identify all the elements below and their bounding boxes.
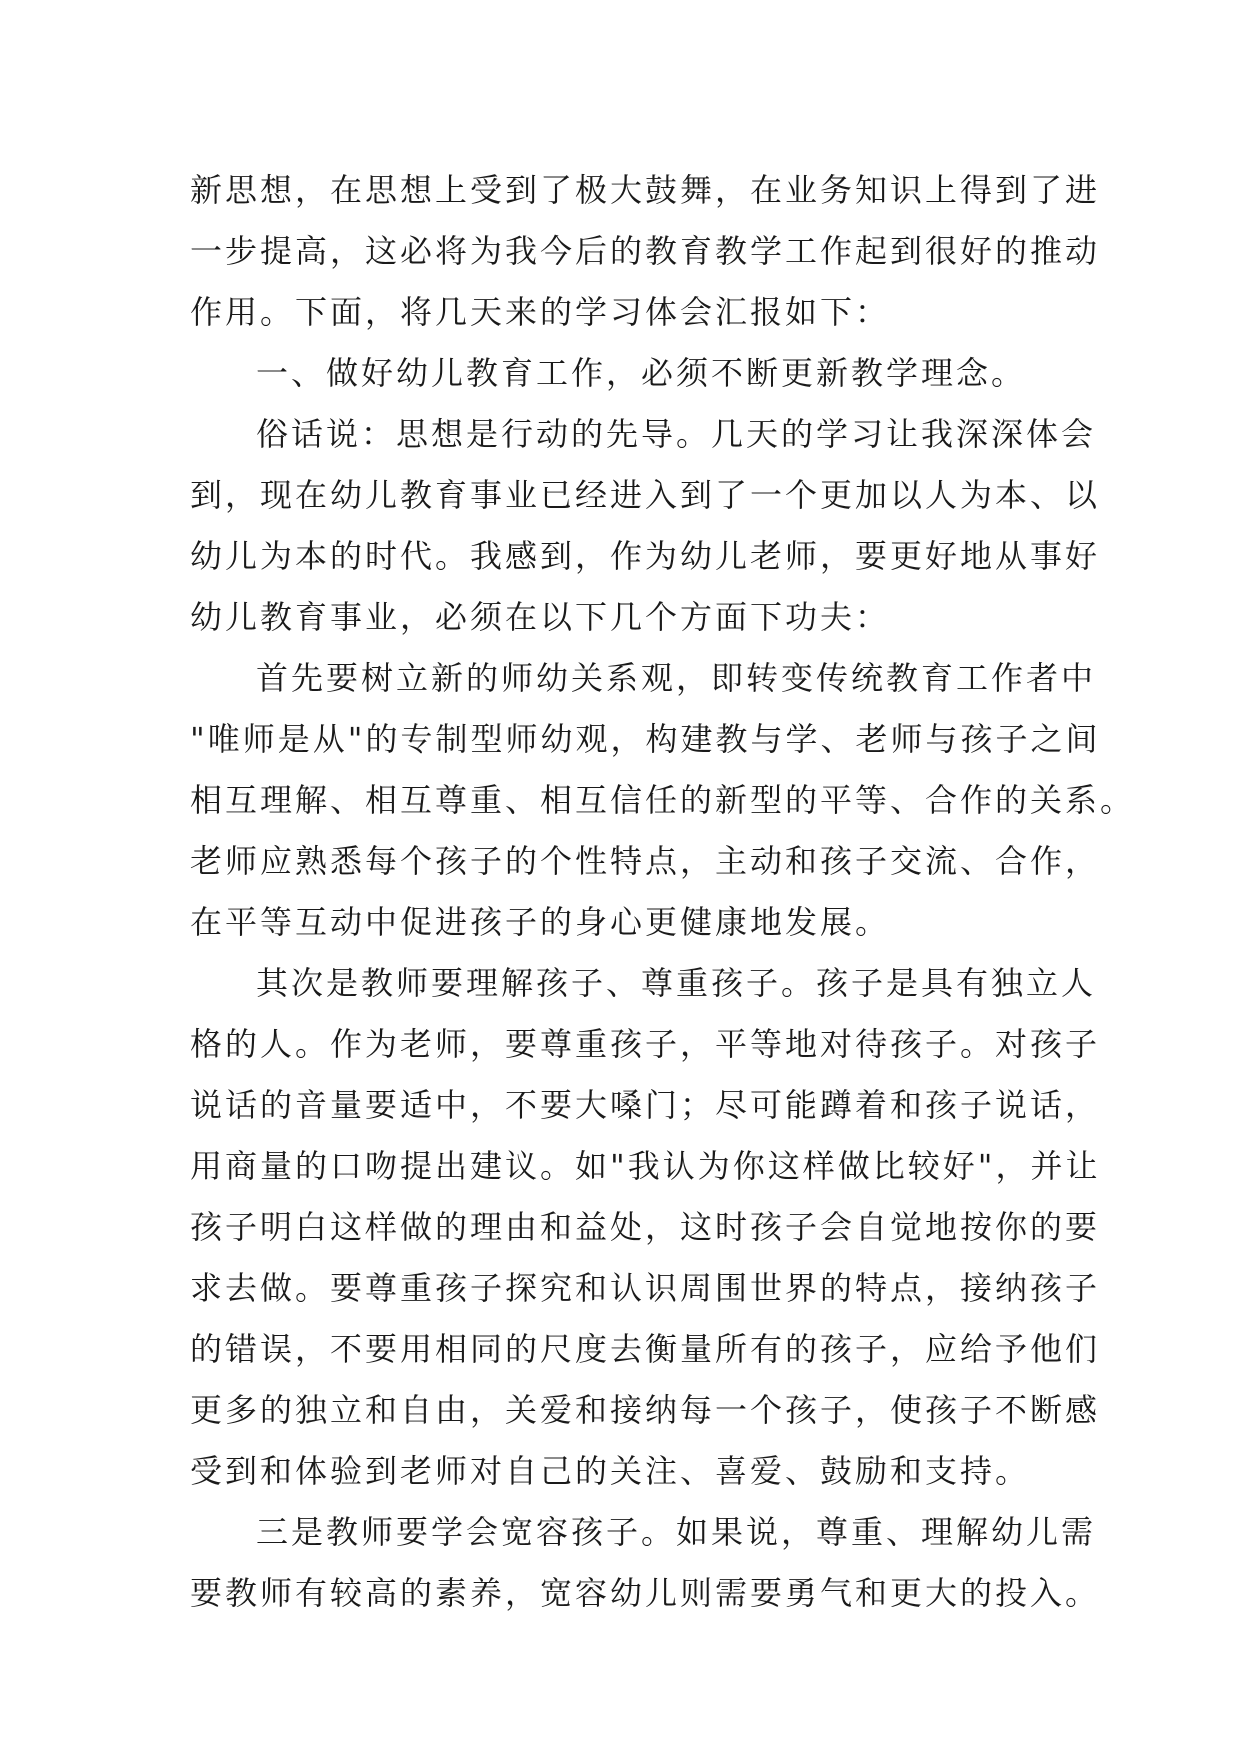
text-line: 格的人。作为老师，要尊重孩子，平等地对待孩子。对孩子: [190, 1025, 1101, 1063]
text-line: 要教师有较高的素养，宽容幼儿则需要勇气和更大的投入。: [190, 1574, 1101, 1612]
text-line: 说话的音量要适中，不要大嗓门；尽可能蹲着和孩子说话，: [190, 1086, 1101, 1124]
section-heading: 一、做好幼儿教育工作，必须不断更新教学理念。: [256, 354, 1027, 392]
text-line: 新思想，在思想上受到了极大鼓舞，在业务知识上得到了进: [190, 171, 1101, 209]
text-line: 的错误，不要用相同的尺度去衡量所有的孩子，应给予他们: [190, 1330, 1101, 1368]
text-line: 首先要树立新的师幼关系观，即转变传统教育工作者中: [256, 659, 1097, 697]
text-line: 幼儿教育事业，必须在以下几个方面下功夫：: [190, 598, 891, 636]
text-line: 受到和体验到老师对自己的关注、喜爱、鼓励和支持。: [190, 1452, 1031, 1490]
text-line: 一步提高，这必将为我今后的教育教学工作起到很好的推动: [190, 232, 1101, 270]
text-line: 相互理解、相互尊重、相互信任的新型的平等、合作的关系。: [190, 781, 1136, 819]
text-line: 在平等互动中促进孩子的身心更健康地发展。: [190, 903, 891, 941]
text-line: 俗话说：思想是行动的先导。几天的学习让我深深体会: [256, 415, 1097, 453]
text-line: 更多的独立和自由，关爱和接纳每一个孩子，使孩子不断感: [190, 1391, 1101, 1429]
text-line: 求去做。要尊重孩子探究和认识周围世界的特点，接纳孩子: [190, 1269, 1101, 1307]
text-line: 三是教师要学会宽容孩子。如果说，尊重、理解幼儿需: [256, 1513, 1097, 1551]
text-line: 其次是教师要理解孩子、尊重孩子。孩子是具有独立人: [256, 964, 1097, 1002]
text-line: 用商量的口吻提出建议。如"我认为你这样做比较好"，并让: [190, 1147, 1101, 1185]
text-line: 老师应熟悉每个孩子的个性特点，主动和孩子交流、合作，: [190, 842, 1101, 880]
text-line: 到，现在幼儿教育事业已经进入到了一个更加以人为本、以: [190, 476, 1101, 514]
document-body: [190, 160, 1136, 1624]
text-line: 孩子明白这样做的理由和益处，这时孩子会自觉地按你的要: [190, 1208, 1101, 1246]
text-line: "唯师是从"的专制型师幼观，构建教与学、老师与孩子之间: [190, 720, 1101, 758]
text-line: 幼儿为本的时代。我感到，作为幼儿老师，要更好地从事好: [190, 537, 1101, 575]
text-line: 作用。下面，将几天来的学习体会汇报如下：: [190, 293, 891, 331]
